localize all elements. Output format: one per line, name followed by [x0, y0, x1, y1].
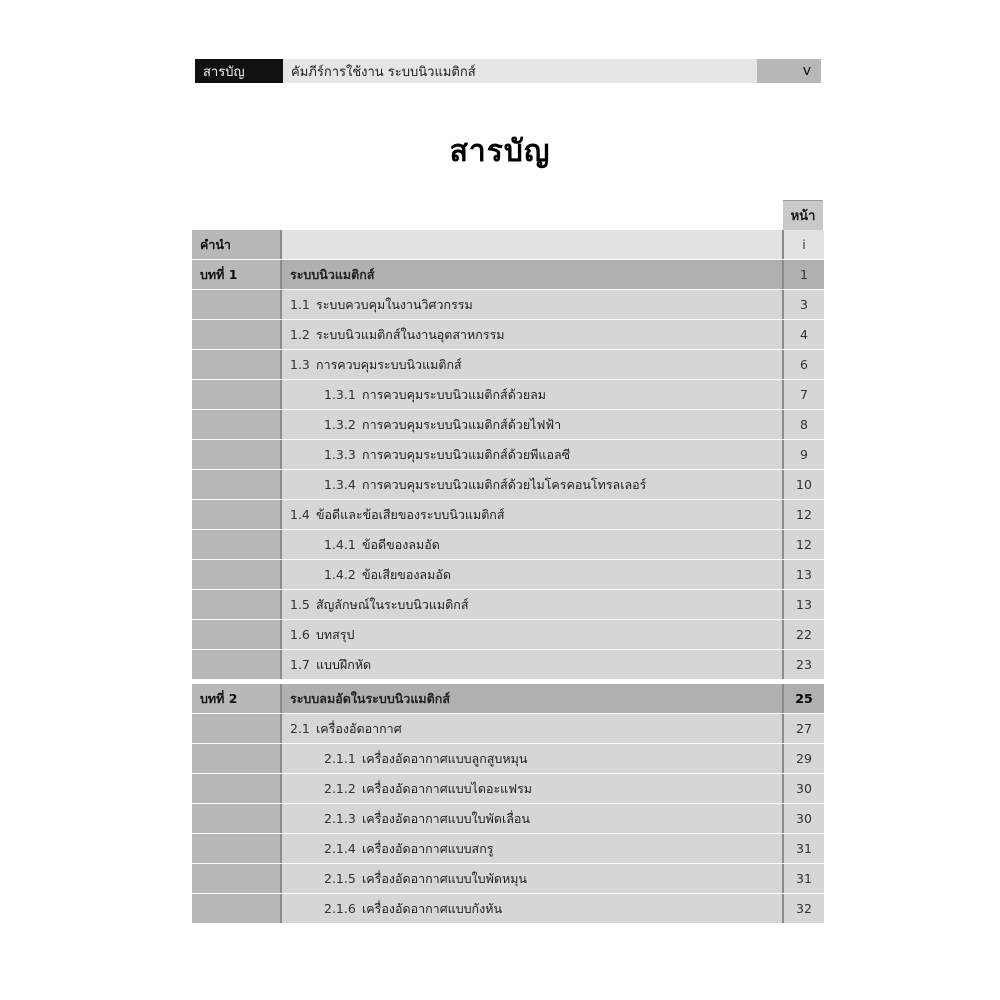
toc-entry-title: ระบบนิวแมติกส์ในงานอุตสาหกรรม — [316, 326, 505, 342]
toc-chapter-cell — [192, 320, 282, 349]
toc-title-cell — [282, 470, 784, 499]
toc-entry-title: ระบบลมอัดในระบบนิวแมติกส์ — [290, 690, 450, 706]
toc-row[interactable] — [192, 349, 824, 379]
toc-page-number: 23 — [784, 650, 824, 679]
toc-entry-title: เครื่องอัดอากาศแบบกังหัน — [362, 900, 503, 916]
toc-block-chapter-1 — [192, 230, 824, 679]
toc-chapter-cell — [192, 410, 282, 439]
toc-entry-title: เครื่องอัดอากาศแบบลูกสูบหมุน — [362, 750, 528, 766]
toc-title-cell — [282, 684, 784, 713]
toc-section-number: 1.4 — [290, 507, 310, 522]
toc-section-number: 1.3.2 — [324, 417, 356, 432]
toc-chapter-cell — [192, 714, 282, 743]
toc-section-number: 2.1.4 — [324, 841, 356, 856]
toc-row[interactable] — [192, 773, 824, 803]
toc-row[interactable] — [192, 469, 824, 499]
toc-row[interactable] — [192, 893, 824, 923]
toc-title-cell — [282, 650, 784, 679]
page-column-header: หน้า — [783, 200, 823, 231]
toc-section-number: 2.1.2 — [324, 781, 356, 796]
toc-entry-title: เครื่องอัดอากาศ — [316, 720, 402, 736]
toc-chapter-cell — [192, 530, 282, 559]
toc-page-number: i — [784, 230, 824, 259]
toc-chapter-cell — [192, 290, 282, 319]
toc-chapter-cell — [192, 590, 282, 619]
toc-title-cell — [282, 320, 784, 349]
running-header — [195, 59, 821, 83]
toc-section-number: 2.1 — [290, 721, 310, 736]
toc-entry-title: ระบบควบคุมในงานวิศวกรรม — [316, 296, 473, 312]
toc-row[interactable] — [192, 803, 824, 833]
toc-chapter-cell — [192, 620, 282, 649]
toc-entry-title: การควบคุมระบบนิวแมติกส์ด้วยลม — [362, 386, 547, 402]
toc-entry-title: ข้อดีและข้อเสียของระบบนิวแมติกส์ — [316, 506, 505, 522]
toc-page-number: 30 — [784, 774, 824, 803]
toc-entry-title: บทสรุป — [316, 626, 355, 642]
running-header-book-title: คัมภีร์การใช้งาน ระบบนิวแมติกส์ — [283, 59, 757, 83]
toc-entry-title: เครื่องอัดอากาศแบบใบพัดหมุน — [362, 870, 527, 886]
toc-title-cell — [282, 350, 784, 379]
toc-entry-title: เครื่องอัดอากาศแบบใบพัดเลื่อน — [362, 810, 530, 826]
toc-page-number: 31 — [784, 864, 824, 893]
toc-row[interactable] — [192, 743, 824, 773]
toc-chapter-cell — [192, 380, 282, 409]
toc-chapter-cell — [192, 804, 282, 833]
toc-page-number: 27 — [784, 714, 824, 743]
toc-page-number: 13 — [784, 590, 824, 619]
toc-title-cell — [282, 290, 784, 319]
toc-entry-title: ระบบนิวแมติกส์ — [290, 266, 375, 282]
toc-row[interactable] — [192, 713, 824, 743]
toc-chapter-cell: คำนำ — [192, 230, 282, 259]
toc-title-cell — [282, 530, 784, 559]
toc-title-cell — [282, 804, 784, 833]
toc-row[interactable] — [192, 833, 824, 863]
toc-title-cell — [282, 500, 784, 529]
toc-section-number: 1.1 — [290, 297, 310, 312]
toc-row[interactable] — [192, 409, 824, 439]
toc-section-number: 2.1.3 — [324, 811, 356, 826]
toc-chapter-cell: บทที่ 2 — [192, 684, 282, 713]
toc-title-cell — [282, 440, 784, 469]
toc-page-number: 12 — [784, 530, 824, 559]
toc-page-number: 8 — [784, 410, 824, 439]
toc-page-number: 25 — [784, 684, 824, 713]
toc-entry-title: แบบฝึกหัด — [316, 656, 372, 672]
toc-section-number: 1.3.4 — [324, 477, 356, 492]
toc-section-number: 1.3.1 — [324, 387, 356, 402]
toc-row[interactable] — [192, 559, 824, 589]
toc-section-number: 1.7 — [290, 657, 310, 672]
toc-title-cell — [282, 744, 784, 773]
toc-row[interactable] — [192, 589, 824, 619]
toc-chapter-cell — [192, 864, 282, 893]
toc-title-cell — [282, 230, 784, 259]
toc-page-number: 3 — [784, 290, 824, 319]
toc-row[interactable] — [192, 863, 824, 893]
toc-entry-title: การควบคุมระบบนิวแมติกส์ด้วยพีแอลซี — [362, 446, 571, 462]
toc-row[interactable] — [192, 649, 824, 679]
toc-block-chapter-2 — [192, 684, 824, 923]
toc-page-number: 22 — [784, 620, 824, 649]
toc-page-number: 30 — [784, 804, 824, 833]
toc-row[interactable] — [192, 289, 824, 319]
toc-page-number: 6 — [784, 350, 824, 379]
toc-section-number: 1.4.1 — [324, 537, 356, 552]
toc-title-cell — [282, 260, 784, 289]
toc-row[interactable] — [192, 499, 824, 529]
toc-section-number: 1.3 — [290, 357, 310, 372]
toc-chapter-cell — [192, 470, 282, 499]
toc-row[interactable] — [192, 230, 824, 259]
toc-section-number: 2.1.6 — [324, 901, 356, 916]
toc-page-number: 1 — [784, 260, 824, 289]
toc-chapter-cell — [192, 560, 282, 589]
toc-section-number: 2.1.5 — [324, 871, 356, 886]
toc-page-number: 29 — [784, 744, 824, 773]
toc-row[interactable] — [192, 619, 824, 649]
toc-page-number: 12 — [784, 500, 824, 529]
toc-page-number: 32 — [784, 894, 824, 923]
toc-entry-title: สัญลักษณ์ในระบบนิวแมติกส์ — [316, 596, 469, 612]
toc-row[interactable] — [192, 439, 824, 469]
toc-title-cell — [282, 620, 784, 649]
toc-title-cell — [282, 410, 784, 439]
toc-page-number: 9 — [784, 440, 824, 469]
toc-row[interactable] — [192, 379, 824, 409]
toc-page-number: 31 — [784, 834, 824, 863]
toc-chapter-cell — [192, 894, 282, 923]
toc-title-cell — [282, 774, 784, 803]
toc-section-number: 2.1.1 — [324, 751, 356, 766]
toc-row[interactable] — [192, 259, 824, 289]
toc-chapter-cell — [192, 774, 282, 803]
toc-section-number: 1.4.2 — [324, 567, 356, 582]
toc-title-cell — [282, 834, 784, 863]
toc-page-number: 4 — [784, 320, 824, 349]
toc-page-number: 7 — [784, 380, 824, 409]
toc-entry-title: เครื่องอัดอากาศแบบไดอะแฟรม — [362, 780, 533, 796]
toc-title-cell — [282, 380, 784, 409]
toc-page-number: 10 — [784, 470, 824, 499]
toc-section-number: 1.2 — [290, 327, 310, 342]
toc-entry-title: ข้อดีของลมอัด — [362, 536, 440, 552]
toc-page-number: 13 — [784, 560, 824, 589]
toc-title-cell — [282, 894, 784, 923]
toc-chapter-cell — [192, 650, 282, 679]
toc-row[interactable] — [192, 684, 824, 713]
toc-row[interactable] — [192, 319, 824, 349]
toc-section-number: 1.6 — [290, 627, 310, 642]
toc-title-cell — [282, 560, 784, 589]
toc-entry-title: เครื่องอัดอากาศแบบสกรู — [362, 840, 494, 856]
toc-chapter-cell: บทที่ 1 — [192, 260, 282, 289]
toc-chapter-cell — [192, 834, 282, 863]
toc-chapter-cell — [192, 744, 282, 773]
toc-entry-title: การควบคุมระบบนิวแมติกส์ด้วยไมโครคอนโทรลเลอร์ — [362, 476, 647, 492]
toc-row[interactable] — [192, 529, 824, 559]
toc-entry-title: การควบคุมระบบนิวแมติกส์ — [316, 356, 462, 372]
toc-chapter-cell — [192, 350, 282, 379]
toc-title-cell — [282, 714, 784, 743]
toc-chapter-cell — [192, 440, 282, 469]
toc-section-number: 1.3.3 — [324, 447, 356, 462]
toc-title-cell — [282, 590, 784, 619]
toc-chapter-cell — [192, 500, 282, 529]
toc-entry-title: ข้อเสียของลมอัด — [362, 566, 451, 582]
running-header-section: สารบัญ — [195, 59, 283, 83]
page-title: สารบัญ — [449, 134, 551, 169]
toc-title-cell — [282, 864, 784, 893]
running-header-page-number: v — [757, 59, 821, 83]
toc-entry-title: การควบคุมระบบนิวแมติกส์ด้วยไฟฟ้า — [362, 416, 562, 432]
toc-section-number: 1.5 — [290, 597, 310, 612]
